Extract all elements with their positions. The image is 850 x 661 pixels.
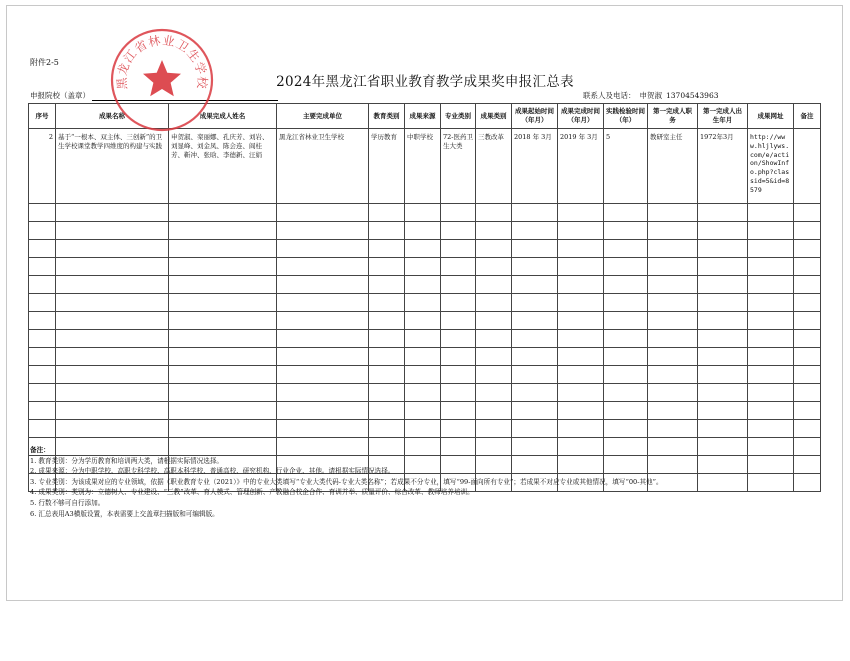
star-icon (143, 60, 181, 96)
column-header: 第一完成人职务 (648, 104, 698, 129)
column-header: 教育类别 (369, 104, 405, 129)
table-cell-empty (512, 222, 558, 240)
table-cell-empty (277, 222, 369, 240)
table-cell-empty (277, 294, 369, 312)
column-header: 成果完成时间（年月） (558, 104, 604, 129)
table-cell-empty (558, 384, 604, 402)
table-cell-empty (794, 474, 821, 492)
table-cell-empty (794, 438, 821, 456)
table-cell-empty (169, 420, 277, 438)
table-cell-empty (169, 204, 277, 222)
table-cell-empty (29, 222, 56, 240)
table-cell-empty (277, 420, 369, 438)
table-cell-empty (29, 294, 56, 312)
table-cell-empty (558, 312, 604, 330)
note-item: 1. 教育类别：分为学历教育和培训两大类，请根据实际情况选择。 (30, 456, 224, 465)
table-cell-empty (56, 312, 169, 330)
cell-start: 2018 年 3月 (512, 129, 558, 204)
table-cell-empty (29, 276, 56, 294)
table-cell-empty (748, 204, 794, 222)
table-cell-empty (441, 258, 476, 276)
contact-info (583, 90, 719, 101)
table-cell-empty (512, 420, 558, 438)
table-cell-empty (29, 384, 56, 402)
table-cell-empty (29, 312, 56, 330)
table-cell-empty (604, 348, 648, 366)
table-row-empty (29, 258, 821, 276)
table-cell-empty (558, 366, 604, 384)
table-cell-empty (698, 312, 748, 330)
table-cell-empty (476, 312, 512, 330)
table-cell-empty (476, 420, 512, 438)
table-cell-empty (369, 402, 405, 420)
note-item: 5. 行数不够可自行添加。 (30, 498, 105, 507)
page-title: 2024年黑龙江省职业教育教学成果奖申报汇总表 (276, 74, 574, 90)
table-cell-empty (648, 366, 698, 384)
contact-name: 申贺淑 (639, 91, 662, 100)
table-cell-empty (698, 474, 748, 492)
table-cell-empty (512, 240, 558, 258)
note-item: 4. 成果类别：类别为：立德树人、专业建设、“三教”改革、育人模式、管理创新、产教融合校企合作、育训并举、质量评价、综合改革、教师培养培训。 (30, 488, 474, 497)
table-cell-empty (277, 240, 369, 258)
table-cell-empty (277, 348, 369, 366)
table-cell-empty (698, 294, 748, 312)
table-cell-empty (277, 312, 369, 330)
table-cell-empty (369, 258, 405, 276)
table-cell-empty (56, 420, 169, 438)
cell-remark (794, 129, 821, 204)
table-row-empty (29, 366, 821, 384)
cell-members: 申贺淑、栾丽娜、孔庆芳、刘岩、刘显峰、刘金凤、陈会连、阎桂芳、靳冲、张晗、李德新、汪娟 (169, 129, 277, 204)
table-cell-empty (56, 294, 169, 312)
table-cell-empty (169, 402, 277, 420)
table-cell-empty (512, 276, 558, 294)
table-cell-empty (698, 348, 748, 366)
cell-birth: 1972年3月 (698, 129, 748, 204)
table-cell-empty (56, 384, 169, 402)
table-cell-empty (604, 330, 648, 348)
table-cell-empty (648, 222, 698, 240)
table-cell-empty (441, 366, 476, 384)
table-cell-empty (169, 312, 277, 330)
table-row-empty (29, 312, 821, 330)
column-header: 专业类别 (441, 104, 476, 129)
official-seal-icon (109, 27, 215, 133)
table-cell-empty (558, 204, 604, 222)
cell-no: 2 (29, 129, 56, 204)
table-cell-empty (441, 312, 476, 330)
table-cell-empty (441, 240, 476, 258)
notes-section (30, 445, 663, 519)
contact-label: 联系人及电话： (583, 91, 636, 100)
table-row-empty (29, 348, 821, 366)
table-cell-empty (748, 258, 794, 276)
table-cell-empty (604, 366, 648, 384)
column-header: 序号 (29, 104, 56, 129)
table-cell-empty (794, 348, 821, 366)
table-cell-empty (29, 204, 56, 222)
table-cell-empty (648, 348, 698, 366)
table-row-empty (29, 204, 821, 222)
table-cell-empty (648, 402, 698, 420)
table-cell-empty (277, 276, 369, 294)
table-cell-empty (648, 330, 698, 348)
table-cell-empty (748, 420, 794, 438)
note-item: 6. 汇总表用A3横版设置，本表需要上交盖章扫描版和可编辑版。 (30, 509, 219, 518)
column-header: 备注 (794, 104, 821, 129)
table-cell-empty (56, 258, 169, 276)
table-cell-empty (476, 366, 512, 384)
table-cell-empty (748, 276, 794, 294)
table-cell-empty (169, 294, 277, 312)
table-cell-empty (648, 294, 698, 312)
note-item: 2. 成果来源：分为中职学校、高职专科学校、高职本科学校、普通高校、研究机构、行业企业、其他。请根据实际情况选择。 (30, 467, 395, 476)
table-cell-empty (405, 330, 441, 348)
table-cell-empty (698, 420, 748, 438)
table-cell-empty (369, 204, 405, 222)
table-cell-empty (648, 276, 698, 294)
table-cell-empty (405, 420, 441, 438)
table-cell-empty (169, 276, 277, 294)
table-cell-empty (405, 204, 441, 222)
notes-heading: 备注： (30, 446, 50, 454)
table-cell-empty (604, 312, 648, 330)
table-cell-empty (794, 420, 821, 438)
table-cell-empty (405, 402, 441, 420)
table-cell-empty (441, 384, 476, 402)
table-cell-empty (405, 222, 441, 240)
table-row-empty (29, 420, 821, 438)
table-cell-empty (405, 294, 441, 312)
table-cell-empty (558, 240, 604, 258)
column-header: 实践检验时间（年） (604, 104, 648, 129)
table-cell-empty (604, 276, 648, 294)
table-cell-empty (441, 204, 476, 222)
note-item: 3. 专业类别：为该成果对应的专业领域，依据《职业教育专业（2021）》中的专业大类填写“专业大类代码-专业大类名称”；若成果不分专业，填写“99-面向所有专业”；若成果不对应专业或其他情况，填写“00-其他”。 (30, 477, 663, 486)
table-cell-empty (698, 402, 748, 420)
table-cell-empty (405, 366, 441, 384)
table-cell-empty (698, 240, 748, 258)
cell-edu-type: 学历教育 (369, 129, 405, 204)
table-cell-empty (29, 330, 56, 348)
table-cell-empty (794, 312, 821, 330)
table-cell-empty (748, 330, 794, 348)
cell-position: 教研室主任 (648, 129, 698, 204)
cell-major: 72-医药卫生大类 (441, 129, 476, 204)
table-cell-empty (369, 294, 405, 312)
table-cell-empty (405, 258, 441, 276)
table-cell-empty (29, 420, 56, 438)
table-cell-empty (512, 384, 558, 402)
table-cell-empty (169, 366, 277, 384)
table-cell-empty (794, 204, 821, 222)
table-cell-empty (277, 258, 369, 276)
table-cell-empty (604, 258, 648, 276)
table-cell-empty (476, 258, 512, 276)
table-cell-empty (748, 222, 794, 240)
table-cell-empty (405, 348, 441, 366)
cell-category: 三教改革 (476, 129, 512, 204)
table-cell-empty (604, 420, 648, 438)
table-cell-empty (794, 222, 821, 240)
table-cell-empty (169, 258, 277, 276)
table-row-empty (29, 384, 821, 402)
table-cell-empty (558, 222, 604, 240)
unit-label: 申报院校（盖章） (30, 91, 90, 100)
table-cell-empty (29, 402, 56, 420)
table-cell-empty (441, 402, 476, 420)
table-cell-empty (794, 330, 821, 348)
table-cell-empty (512, 258, 558, 276)
table-cell-empty (748, 456, 794, 474)
cell-practice-years: 5 (604, 129, 648, 204)
table-cell-empty (698, 384, 748, 402)
table-cell-empty (794, 384, 821, 402)
table-cell-empty (604, 384, 648, 402)
table-cell-empty (604, 204, 648, 222)
table-cell-empty (558, 348, 604, 366)
table-cell-empty (476, 402, 512, 420)
table-cell-empty (698, 438, 748, 456)
table-cell-empty (748, 384, 794, 402)
table-cell-empty (56, 330, 169, 348)
table-cell-empty (748, 366, 794, 384)
cell-url[interactable]: http://www.hljlyws.com/e/action/ShowInfo.php?classid=5&id=8579 (748, 129, 794, 204)
table-cell-empty (794, 366, 821, 384)
table-cell-empty (512, 330, 558, 348)
table-cell-empty (648, 204, 698, 222)
table-cell-empty (748, 438, 794, 456)
table-cell-empty (558, 402, 604, 420)
table-cell-empty (512, 348, 558, 366)
table-cell-empty (369, 312, 405, 330)
table-cell-empty (604, 402, 648, 420)
table-cell-empty (405, 276, 441, 294)
table-cell-empty (558, 420, 604, 438)
table-row-empty (29, 294, 821, 312)
table-cell-empty (476, 204, 512, 222)
table-cell-empty (441, 420, 476, 438)
table-cell-empty (369, 366, 405, 384)
table-cell-empty (748, 312, 794, 330)
table-cell-empty (648, 312, 698, 330)
table-cell-empty (476, 348, 512, 366)
table-cell-empty (558, 258, 604, 276)
table-cell-empty (169, 330, 277, 348)
contact-phone: 13704543963 (666, 91, 719, 100)
table-cell-empty (369, 276, 405, 294)
table-cell-empty (476, 240, 512, 258)
table-cell-empty (648, 258, 698, 276)
table-cell-empty (277, 384, 369, 402)
table-cell-empty (748, 240, 794, 258)
table-row (29, 129, 821, 204)
table-cell-empty (56, 348, 169, 366)
table-cell-empty (277, 204, 369, 222)
table-cell-empty (169, 222, 277, 240)
table-cell-empty (169, 384, 277, 402)
table-cell-empty (169, 240, 277, 258)
table-cell-empty (476, 222, 512, 240)
table-cell-empty (794, 276, 821, 294)
table-cell-empty (441, 294, 476, 312)
table-cell-empty (441, 222, 476, 240)
table-row-empty (29, 240, 821, 258)
column-header: 成果类别 (476, 104, 512, 129)
table-cell-empty (698, 258, 748, 276)
cell-source: 中职学校 (405, 129, 441, 204)
table-cell-empty (56, 204, 169, 222)
column-header: 第一完成人出生年月 (698, 104, 748, 129)
column-header: 成果完成人姓名 (169, 104, 277, 129)
table-cell-empty (604, 294, 648, 312)
table-cell-empty (441, 348, 476, 366)
column-header: 成果名称 (56, 104, 169, 129)
table-cell-empty (512, 204, 558, 222)
table-cell-empty (441, 330, 476, 348)
table-row-empty (29, 222, 821, 240)
table-cell-empty (558, 294, 604, 312)
table-cell-empty (29, 240, 56, 258)
table-cell-empty (794, 240, 821, 258)
seal-text: 黑龙江省林业卫生学校 (114, 33, 210, 90)
table-cell-empty (405, 312, 441, 330)
table-row-empty (29, 330, 821, 348)
cell-end: 2019 年 3月 (558, 129, 604, 204)
table-cell-empty (369, 384, 405, 402)
table-cell-empty (794, 294, 821, 312)
table-cell-empty (405, 240, 441, 258)
table-cell-empty (648, 240, 698, 258)
column-header: 成果网址 (748, 104, 794, 129)
table-cell-empty (369, 420, 405, 438)
table-cell-empty (698, 204, 748, 222)
table-cell-empty (558, 330, 604, 348)
table-cell-empty (476, 384, 512, 402)
table-cell-empty (698, 222, 748, 240)
table-cell-empty (558, 276, 604, 294)
table-cell-empty (56, 366, 169, 384)
attachment-label: 附件2-5 (30, 58, 59, 67)
table-cell-empty (648, 384, 698, 402)
table-cell-empty (56, 222, 169, 240)
cell-unit: 黑龙江省林业卫生学校 (277, 129, 369, 204)
table-cell-empty (405, 384, 441, 402)
table-cell-empty (512, 366, 558, 384)
table-cell-empty (698, 330, 748, 348)
table-cell-empty (698, 456, 748, 474)
table-cell-empty (369, 222, 405, 240)
table-cell-empty (476, 276, 512, 294)
table-row-empty (29, 402, 821, 420)
table-cell-empty (29, 366, 56, 384)
table-cell-empty (441, 276, 476, 294)
table-cell-empty (794, 402, 821, 420)
table-cell-empty (748, 294, 794, 312)
table-cell-empty (369, 240, 405, 258)
table-cell-empty (369, 330, 405, 348)
column-header: 成果来源 (405, 104, 441, 129)
table-cell-empty (476, 330, 512, 348)
table-cell-empty (29, 348, 56, 366)
table-cell-empty (604, 240, 648, 258)
table-cell-empty (648, 420, 698, 438)
table-cell-empty (29, 258, 56, 276)
table-cell-empty (169, 348, 277, 366)
column-header: 主要完成单位 (277, 104, 369, 129)
table-cell-empty (698, 276, 748, 294)
table-cell-empty (56, 276, 169, 294)
table-cell-empty (277, 402, 369, 420)
table-cell-empty (748, 402, 794, 420)
cell-name: 基于“一根本、双主体、三创新”的卫生学校课堂教学四维度的构建与实践 (56, 129, 169, 204)
table-cell-empty (748, 474, 794, 492)
table-cell-empty (512, 312, 558, 330)
column-header: 成果起始时间（年月） (512, 104, 558, 129)
table-cell-empty (698, 366, 748, 384)
table-cell-empty (794, 258, 821, 276)
table-cell-empty (604, 222, 648, 240)
table-cell-empty (277, 366, 369, 384)
table-cell-empty (56, 402, 169, 420)
table-cell-empty (277, 330, 369, 348)
summary-table (28, 103, 821, 492)
table-row-empty (29, 276, 821, 294)
table-cell-empty (512, 402, 558, 420)
table-cell-empty (512, 294, 558, 312)
table-cell-empty (369, 348, 405, 366)
table-cell-empty (748, 348, 794, 366)
table-cell-empty (476, 294, 512, 312)
table-cell-empty (794, 456, 821, 474)
table-cell-empty (56, 240, 169, 258)
